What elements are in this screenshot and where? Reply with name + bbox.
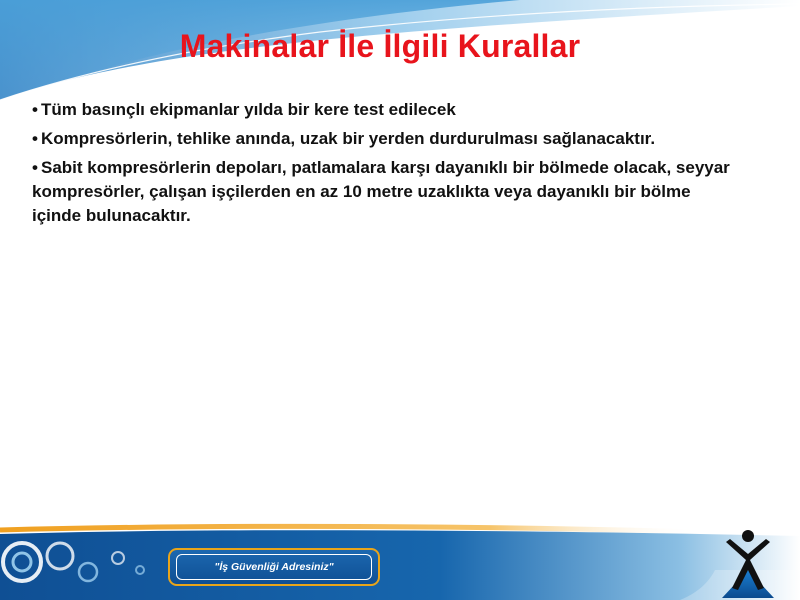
- bullet-text: Sabit kompresörlerin depoları, patlamalara karşı dayanıklı bir bölmede olacak, seyyar kompresörler, çalışan işçilerden en az 10 metre uzaklıkta veya dayanıklı bir bölme içinde bulunacaktır.: [32, 158, 730, 225]
- bullet-text: Kompresörlerin, tehlike anında, uzak bir yerden durdurulması sağlanacaktır.: [41, 129, 656, 148]
- slide-footer: [0, 520, 800, 600]
- slogan-banner: [168, 548, 380, 586]
- slide-title: Makinalar İle İlgili Kurallar: [179, 28, 581, 64]
- bullet-dot-icon: •: [32, 158, 38, 177]
- decorative-rings-icon: [0, 520, 160, 600]
- stick-figure-logo-icon: [718, 524, 778, 598]
- list-item: [32, 156, 732, 228]
- list-item: [32, 127, 732, 151]
- slogan-text: "İş Güvenliği Adresiniz": [176, 554, 372, 580]
- bullet-dot-icon: •: [32, 100, 38, 119]
- bullet-list: [32, 98, 732, 233]
- list-item: [32, 98, 732, 122]
- bullet-dot-icon: •: [32, 129, 38, 148]
- bullet-text: Tüm basınçlı ekipmanlar yılda bir kere test edilecek: [41, 100, 456, 119]
